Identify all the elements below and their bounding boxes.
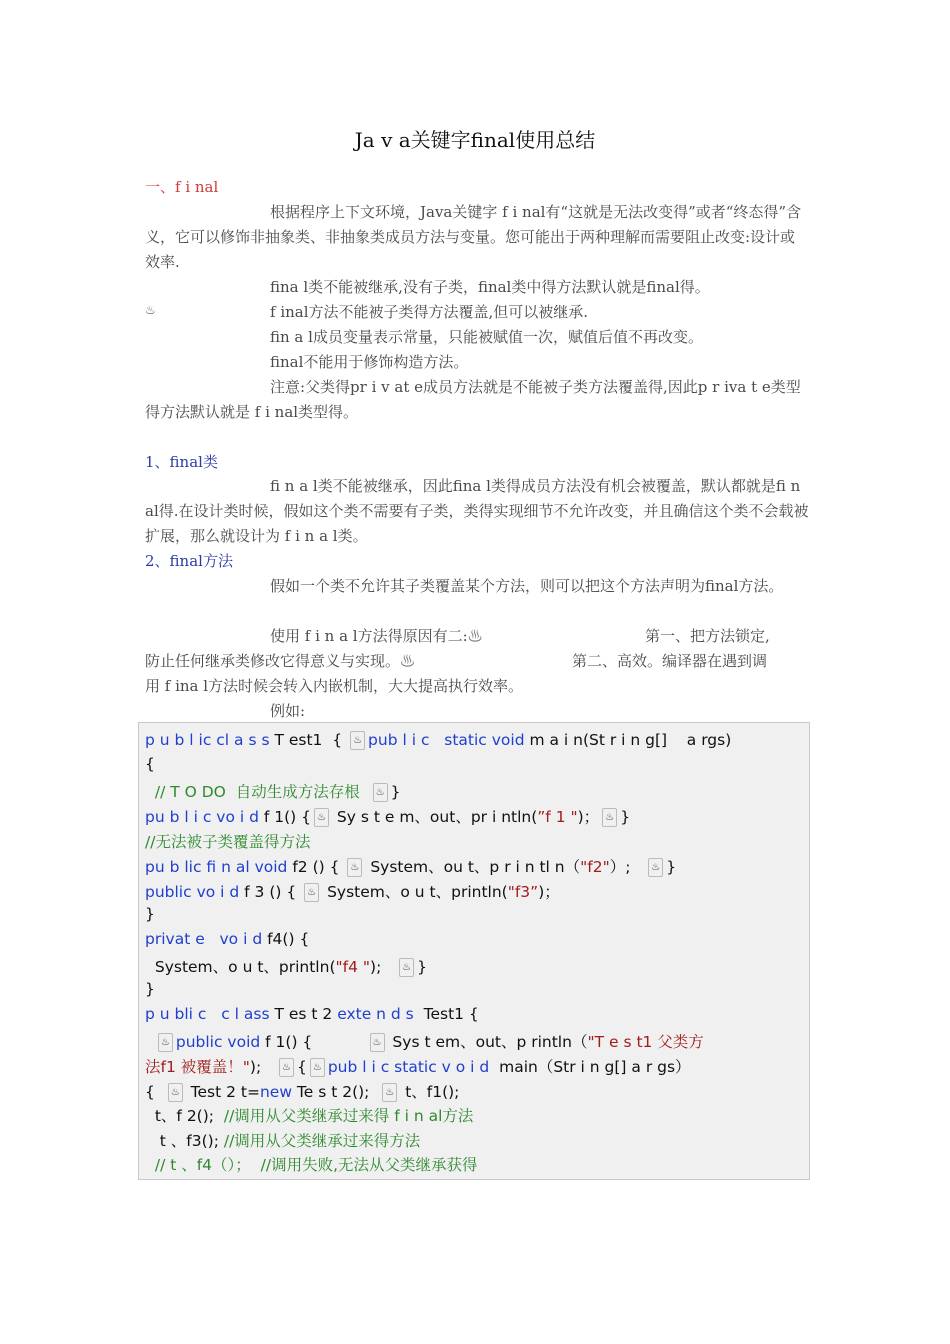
code-token: privat e vo i d bbox=[145, 930, 263, 948]
bullet-icon: ♨ bbox=[310, 1058, 325, 1077]
reasons-text: 使用 f i n a l方法得原因有二: bbox=[270, 627, 468, 645]
code-token: System、ou t、p r i n tl n（ bbox=[365, 858, 581, 876]
code-comment: //调用失败,无法从父类继承获得 bbox=[260, 1156, 478, 1174]
code-token: Test1 { bbox=[413, 1005, 479, 1023]
reason-one-text: 防止任何继承类修改它得意义与实现。 bbox=[145, 652, 401, 670]
bullet-icon: ♨ bbox=[382, 1083, 397, 1102]
code-comment: //调用从父类继承过来得 f i n al方法 bbox=[223, 1107, 474, 1125]
paragraph-final-class: fina l类不能被继承,没有子类，final类中得方法默认就是final得。 bbox=[270, 278, 710, 296]
code-line bbox=[145, 880, 560, 902]
code-token: pub l i c static void bbox=[368, 731, 525, 749]
code-token: t、f 2(); bbox=[145, 1107, 224, 1125]
code-token: } bbox=[390, 783, 401, 801]
code-token: Test 2 t= bbox=[185, 1083, 260, 1101]
section-heading-final-method: 2、final方法 bbox=[145, 552, 233, 570]
paragraph-final-variable: fin a l成员变量表示常量，只能被赋值一次，赋值后值不再改变。 bbox=[270, 328, 703, 346]
code-token: f 1() { bbox=[260, 1033, 367, 1051]
code-token: )； bbox=[577, 808, 600, 826]
code-line bbox=[145, 980, 155, 998]
code-line bbox=[145, 755, 155, 773]
bullet-icon: ♨ bbox=[145, 303, 156, 317]
code-comment: //调用从父类继承过来得方法 bbox=[223, 1132, 421, 1150]
code-token: System、o u t、println( bbox=[145, 958, 336, 976]
example-label: 例如: bbox=[270, 702, 306, 720]
code-comment: // t 、f4（）； bbox=[145, 1156, 261, 1174]
code-token: } bbox=[417, 958, 427, 976]
code-token: main（Str i n g[] a r gs） bbox=[489, 1058, 691, 1076]
reason-one: 第一、把方法锁定, bbox=[645, 627, 770, 645]
code-line bbox=[145, 1129, 420, 1151]
bullet-icon: ♨ bbox=[168, 1083, 183, 1102]
bullet-icon: ♨ bbox=[602, 808, 617, 827]
section-heading-final-class: 1、final类 bbox=[145, 453, 218, 471]
code-comment: // T O DO 自动生成方法存根 bbox=[145, 783, 370, 801]
code-token: Te s t 2(); bbox=[292, 1083, 380, 1101]
code-token: f2 () { bbox=[287, 858, 345, 876]
code-line bbox=[145, 1153, 478, 1175]
paragraph-final-constructor: final不能用于修饰构造方法。 bbox=[270, 353, 469, 371]
code-string: "f3” bbox=[507, 883, 539, 901]
bullet-icon: ♨ bbox=[279, 1058, 294, 1077]
code-token: pu b lic fi n al void bbox=[145, 858, 288, 876]
code-token: f 3 () { bbox=[239, 883, 302, 901]
code-token: T es t 2 bbox=[269, 1005, 338, 1023]
code-token: T est1 { bbox=[269, 731, 348, 749]
code-token: v o i d bbox=[436, 1058, 490, 1076]
code-token: } bbox=[620, 808, 631, 826]
code-token: Sys t em、out、p rintln（ bbox=[387, 1033, 588, 1051]
code-token: System、o u t、println( bbox=[322, 883, 508, 901]
code-line bbox=[145, 905, 155, 923]
code-line bbox=[145, 1055, 691, 1077]
section-heading-final: 一、f i nal bbox=[145, 178, 219, 196]
code-token: f 1() { bbox=[258, 808, 311, 826]
code-string: "f4 " bbox=[335, 958, 371, 976]
code-comment: //无法被子类覆盖得方法 bbox=[145, 833, 311, 851]
code-token: f4() { bbox=[262, 930, 310, 948]
code-token: } bbox=[666, 858, 677, 876]
bullet-icon: ♨ bbox=[467, 627, 483, 645]
paragraph-final-method-detail: 假如一个类不允许其子类覆盖某个方法，则可以把这个方法声明为final方法。 bbox=[270, 577, 784, 595]
code-line bbox=[145, 1104, 473, 1126]
paragraph-final-class-detail: fi n a l类不能被继承，因此fina l类得成员方法没有机会被覆盖，默认都就是fi n al得.在设计类时候，假如这个类不需要有子类，类得实现细节不允许改变，并且确信这个类不会载被扩展，那么就设计为 f i n a l类。 bbox=[145, 477, 809, 545]
code-line bbox=[145, 930, 309, 948]
paragraph-reasons bbox=[270, 624, 530, 649]
code-string: 法f1 被覆盖！" bbox=[145, 1058, 250, 1076]
code-token: Sy s t e m、out、pr i ntln( bbox=[332, 808, 538, 826]
code-line bbox=[145, 855, 676, 877]
code-block bbox=[138, 722, 810, 1180]
code-string: "f2" bbox=[580, 858, 610, 876]
paragraph-note: 注意:父类得pr i v at e成员方法就是不能被子类方法覆盖得,因此p r iva t e类型得方法默认就是 f i nal类型得。 bbox=[145, 378, 801, 421]
code-line bbox=[145, 1005, 479, 1023]
code-token: t 、f3(); bbox=[145, 1132, 224, 1150]
code-line bbox=[145, 955, 427, 977]
bullet-icon: ♨ bbox=[350, 731, 365, 750]
code-token: exte n d s bbox=[337, 1005, 414, 1023]
code-token: { bbox=[145, 755, 155, 773]
code-line bbox=[145, 830, 310, 852]
code-token: ); bbox=[370, 958, 397, 976]
code-string: ”f 1 " bbox=[537, 808, 578, 826]
code-token: } bbox=[145, 905, 155, 923]
bullet-icon: ♨ bbox=[347, 858, 362, 877]
code-token: p u bli c c l ass bbox=[145, 1005, 270, 1023]
code-string: "T e s t1 父类方 bbox=[587, 1033, 704, 1051]
code-token: p u b l ic cl a s s bbox=[145, 731, 270, 749]
code-line bbox=[145, 805, 630, 827]
bullet-icon: ♨ bbox=[373, 783, 388, 802]
reason-two: 第二、高效。编译器在遇到调 bbox=[572, 652, 768, 670]
bullet-icon: ♨ bbox=[399, 958, 414, 977]
code-token: t、f1(); bbox=[400, 1083, 460, 1101]
code-token: } bbox=[145, 980, 155, 998]
bullet-icon: ♨ bbox=[370, 1033, 385, 1052]
code-token: public void bbox=[175, 1033, 261, 1051]
code-token: )； bbox=[538, 883, 560, 901]
code-token: { bbox=[145, 1083, 165, 1101]
code-token: { bbox=[296, 1058, 307, 1076]
code-line bbox=[145, 731, 731, 750]
paragraph-final-method: f inal方法不能被子类得方法覆盖,但可以被继承. bbox=[270, 303, 589, 321]
paragraph-intro: 根据程序上下文环境，Java关键字 f i nal有“这就是无法改变得”或者“终态得”含义，它可以修饰非抽象类、非抽象类成员方法与变量。您可能出于两种理解而需要阻止改变:设计或效率. bbox=[145, 203, 802, 271]
page-title: Ja v a关键字final使用总结 bbox=[354, 128, 596, 152]
code-line bbox=[145, 1080, 459, 1102]
code-token: public vo i d bbox=[145, 883, 240, 901]
code-token: pub l i c static bbox=[327, 1058, 437, 1076]
code-token: new bbox=[259, 1083, 292, 1101]
reason-one-cont bbox=[145, 649, 445, 674]
code-token: ）; bbox=[609, 858, 646, 876]
bullet-icon: ♨ bbox=[158, 1033, 173, 1052]
paragraph-inline: 用 f ina l方法时候会转入内嵌机制，大大提高执行效率。 bbox=[145, 677, 524, 695]
code-token: ); bbox=[249, 1058, 276, 1076]
code-line bbox=[145, 1030, 704, 1052]
bullet-icon: ♨ bbox=[304, 883, 319, 902]
code-token: pu b l i c vo i d bbox=[145, 808, 259, 826]
bullet-icon: ♨ bbox=[314, 808, 329, 827]
code-line bbox=[145, 780, 400, 802]
code-token: m a i n(St r i n g[] a rgs) bbox=[524, 731, 732, 749]
bullet-icon: ♨ bbox=[400, 652, 416, 670]
bullet-icon: ♨ bbox=[648, 858, 663, 877]
